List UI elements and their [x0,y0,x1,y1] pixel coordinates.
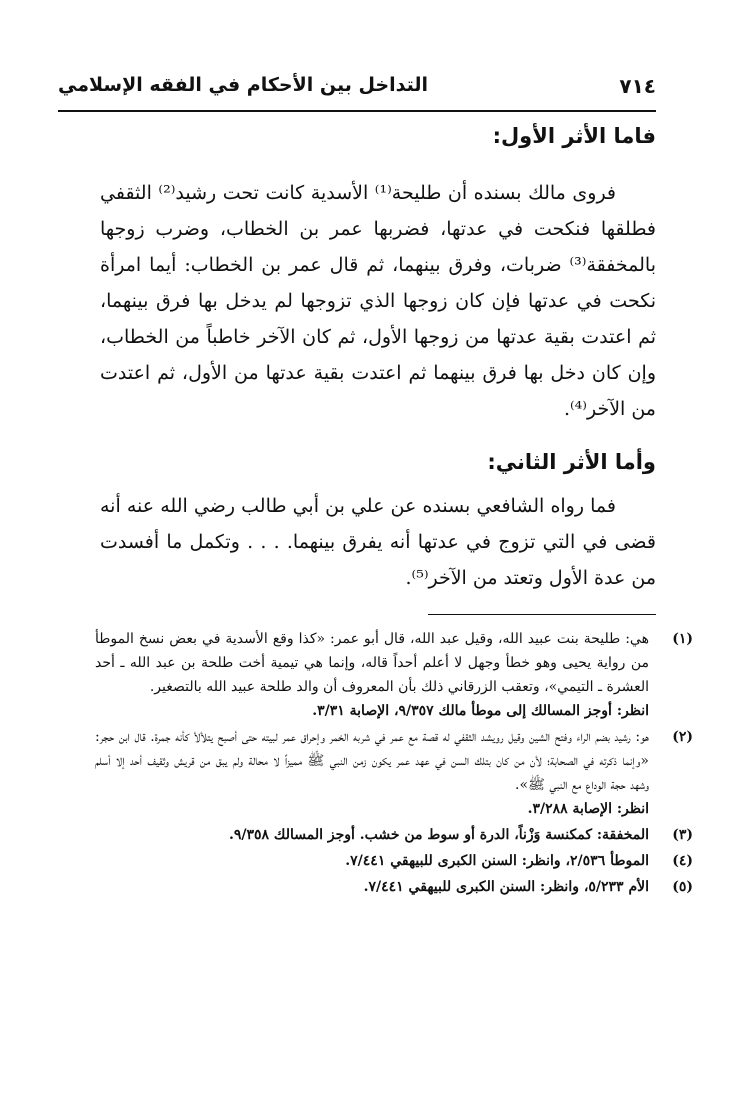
page-header [58,70,656,112]
section-paragraph-second: فما رواه الشافعي بسنده عن علي بن أبي طالب رضي الله عنه أنه قضى في التي تزوج في عدتها أنه يفرق بينهما. . . . وتكمل ما أفسدت من عدة الأول وتعتد من الآخر⁽⁵⁾. [100,495,656,589]
section-heading-second: وأما الأثر الثاني: [487,450,656,474]
footnote-number: (٣) [672,827,693,843]
footnote-2 [95,725,693,821]
footnote-3 [95,823,693,847]
section-paragraph-first: فروى مالك بسنده أن طليحة⁽¹⁾ الأسدية كانت تحت رشيد⁽²⁾ الثقفي فطلقها فنكحت في عدتها، فضربها عمر بن الخطاب، وضرب زوجها بالمخفقة⁽³⁾ ضربات، وفرق بينهما، ثم قال عمر بن الخطاب: أيما امرأة نكحت في عدتها فإن كان زوجها الذي تزوجها لم يدخل بها فرق بينهما، ثم اعتدت بقية عدتها من زوجها الأول، ثم كان الآخر خاطباً من الخطاب، وإن كان دخل بها فرق بينهما ثم اعتدت بقية عدتها من الأول، ثم اعتدت من الآخر⁽⁴⁾. [100,182,656,420]
footnote-5 [95,875,693,899]
page-number: ٧١٤ [619,74,656,98]
footnote-text: الموطأ ٢/٥٣٦، وانظر: السنن الكبرى للبيهقي ٧/٤٤١. [345,853,649,869]
section-heading-first: فاما الأثر الأول: [492,124,656,148]
footnote-text: هو: رشيد بضم الراء وفتح الشين وقيل رويشد الثقفي له قصة مع عمر في شربه الخمر وإحراق عمر لبيته حتى أصبح يتلألأ كأنه جمرة. قال ابن حجر: «وإنما ذكرته في الصحابة؛ لأن من كان بتلك السن في عهد عمر يكون زمن النبي ﷺ مميزاً لا محالة ولم يبق من قريش وثقيف أحد إلا أسلم وشهد حجة الوداع مع النبي ﷺ». [95,729,649,793]
footnote-number: (٤) [672,853,693,869]
footnote-number: (٢) [672,729,693,745]
footnote-reference: انظر: أوجز المسالك إلى موطأ مالك ٩/٣٥٧، الإصابة ٣/٣١. [312,703,649,719]
footnotes [95,627,693,901]
footnote-text: المخفقة: كمكنسة وَزْناً، الدرة أو سوط من خشب. أوجز المسالك ٩/٣٥٨. [228,827,649,843]
footnote-text: الأم ٥/٢٣٣، وانظر: السنن الكبرى للبيهقي ٧/٤٤١. [363,879,649,895]
running-title: التداخل بين الأحكام في الفقه الإسلامي [58,74,429,96]
footnote-number: (٥) [672,879,693,895]
footnote-divider [428,614,656,615]
footnote-text: هي: طليحة بنت عبيد الله، وقيل عبد الله، قال أبو عمر: «كذا وقع الأسدية في بعض نسخ الموطأ من رواية يحيى وهو خطأ وجهل لا أعلم أحداً قاله، وإنما هي تيمية أخت طلحة بن عبد الله ـ أحد العشرة ـ التيمي»، وتعقب الزرقاني ذلك بأن المعروف أن والد طلحة عبيد الله بالتصغير. [95,631,649,695]
footnote-4 [95,849,693,873]
footnote-reference: انظر: الإصابة ٣/٢٨٨. [527,801,649,817]
footnote-1 [95,627,693,723]
footnote-number: (١) [672,631,693,647]
